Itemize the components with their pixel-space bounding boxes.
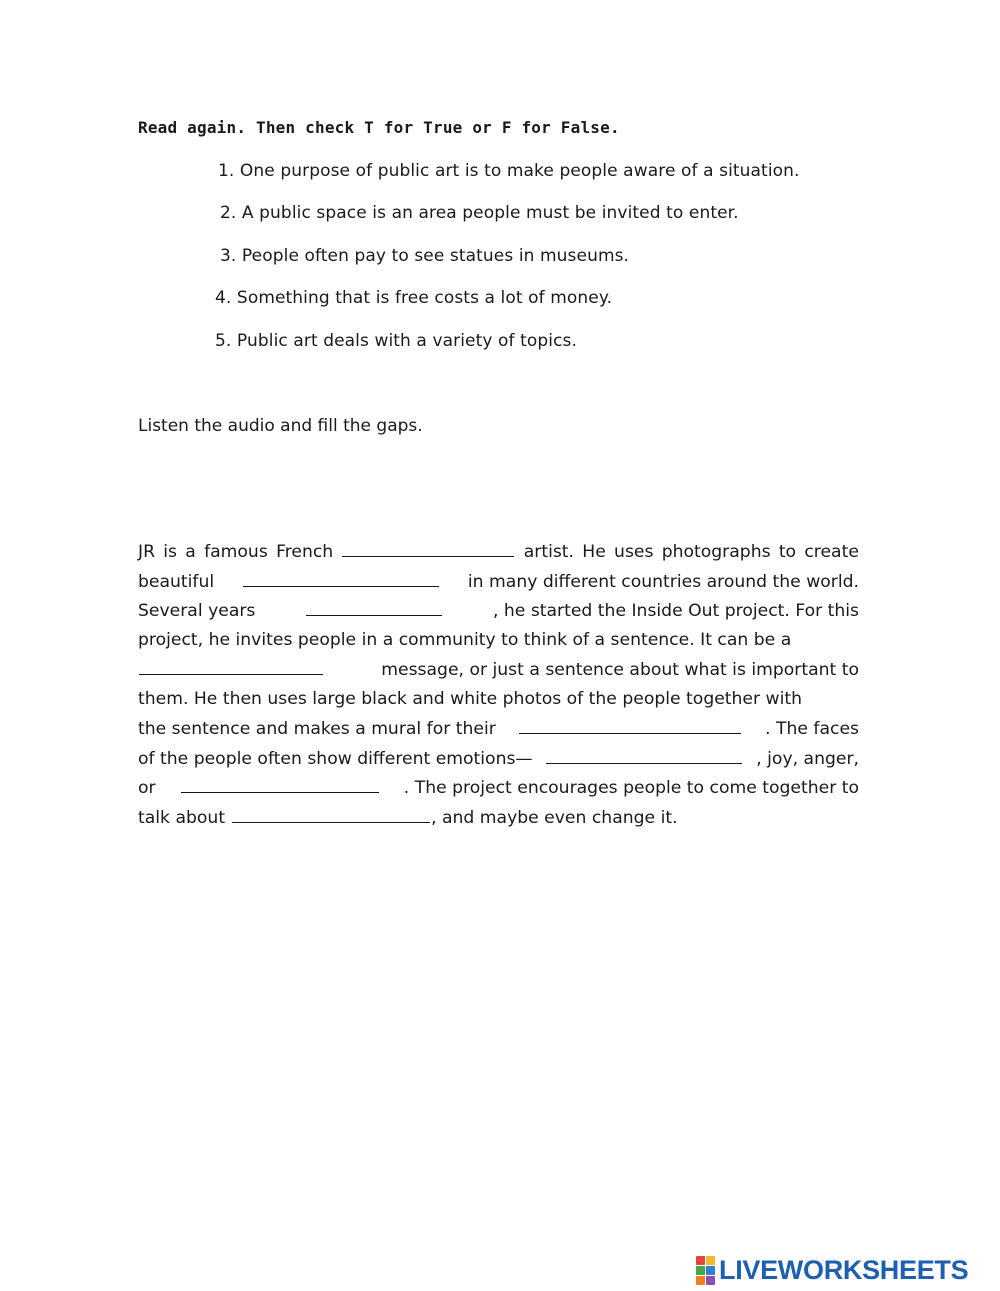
paragraph-line-5: [138, 659, 859, 689]
paragraph-word: uses: [614, 542, 654, 562]
logo-tile: [696, 1276, 705, 1285]
paragraph-text: of the people often show different emotions—: [138, 748, 533, 769]
section-heading: Read again. Then check T for True or F for False.: [138, 118, 620, 137]
logo-mark-icon: [696, 1256, 715, 1285]
paragraph-text: project, he invites people in a community to think of a sentence. It can be a: [138, 629, 792, 650]
paragraph-word: photographs: [661, 542, 771, 562]
paragraph-text: Several years: [138, 601, 256, 621]
paragraph-word: He: [582, 542, 606, 562]
gap-blank-3[interactable]: [306, 600, 442, 616]
statement-3: 3. People often pay to see statues in museums.: [220, 246, 630, 266]
gap-blank-4[interactable]: [139, 659, 323, 675]
logo-tile: [696, 1256, 705, 1265]
paragraph-word: is: [163, 542, 178, 562]
gap-blank-7[interactable]: [181, 777, 379, 793]
gap-blank-5[interactable]: [519, 718, 741, 734]
paragraph-line-8: [138, 748, 859, 778]
gap-blank-8[interactable]: [232, 807, 430, 823]
listening-instruction: Listen the audio and fill the gaps.: [138, 416, 423, 436]
logo-tile: [696, 1266, 705, 1275]
liveworksheets-logo[interactable]: [696, 1256, 968, 1284]
paragraph-text: talk about: [138, 807, 226, 828]
logo-tile: [706, 1266, 715, 1275]
paragraph-word: a: [185, 542, 196, 562]
paragraph-line-6: [138, 689, 859, 719]
gap-blank-6[interactable]: [546, 748, 742, 764]
paragraph-line-9: [138, 777, 859, 807]
gap-blank-2[interactable]: [243, 571, 439, 587]
paragraph-line-3: [138, 600, 859, 630]
paragraph-word: to: [778, 542, 797, 562]
gap-blank-1[interactable]: [342, 541, 514, 557]
paragraph-word: create: [804, 542, 859, 562]
paragraph-word: JR: [138, 542, 156, 562]
paragraph-text: message, or just a sentence about what is important to: [381, 660, 859, 680]
paragraph-text: beautiful: [138, 571, 215, 592]
paragraph-word: artist.: [523, 542, 575, 562]
paragraph-line-2: [138, 571, 859, 601]
paragraph-text: in many different countries around the world.: [467, 571, 859, 592]
statement-1: 1. One purpose of public art is to make people aware of a situation.: [218, 161, 800, 181]
gap-fill-paragraph: [138, 541, 859, 836]
paragraph-text: the sentence and makes a mural for their: [138, 719, 496, 739]
paragraph-text: or: [138, 778, 156, 798]
paragraph-text: , he started the Inside Out project. For this: [492, 601, 859, 621]
paragraph-line-1: [138, 541, 859, 571]
logo-tile: [706, 1256, 715, 1265]
statement-4: 4. Something that is free costs a lot of money.: [215, 288, 613, 308]
paragraph-line-7: [138, 718, 859, 748]
paragraph-text: , joy, anger,: [756, 748, 859, 769]
paragraph-word: famous: [204, 542, 268, 562]
paragraph-text: , and maybe even change it.: [431, 807, 678, 828]
paragraph-text: . The project encourages people to come together to: [403, 778, 859, 798]
statement-5: 5. Public art deals with a variety of topics.: [215, 331, 578, 351]
paragraph-line-4: [138, 630, 859, 660]
paragraph-line-10: [138, 807, 859, 837]
paragraph-text: . The faces: [765, 719, 859, 739]
logo-text: LIVEWORKSHEETS: [719, 1255, 969, 1285]
paragraph-text: them. He then uses large black and white photos of the people together with: [138, 688, 803, 709]
statement-2: 2. A public space is an area people must be invited to enter.: [220, 203, 739, 223]
paragraph-word: French: [276, 542, 334, 562]
logo-tile: [706, 1276, 715, 1285]
